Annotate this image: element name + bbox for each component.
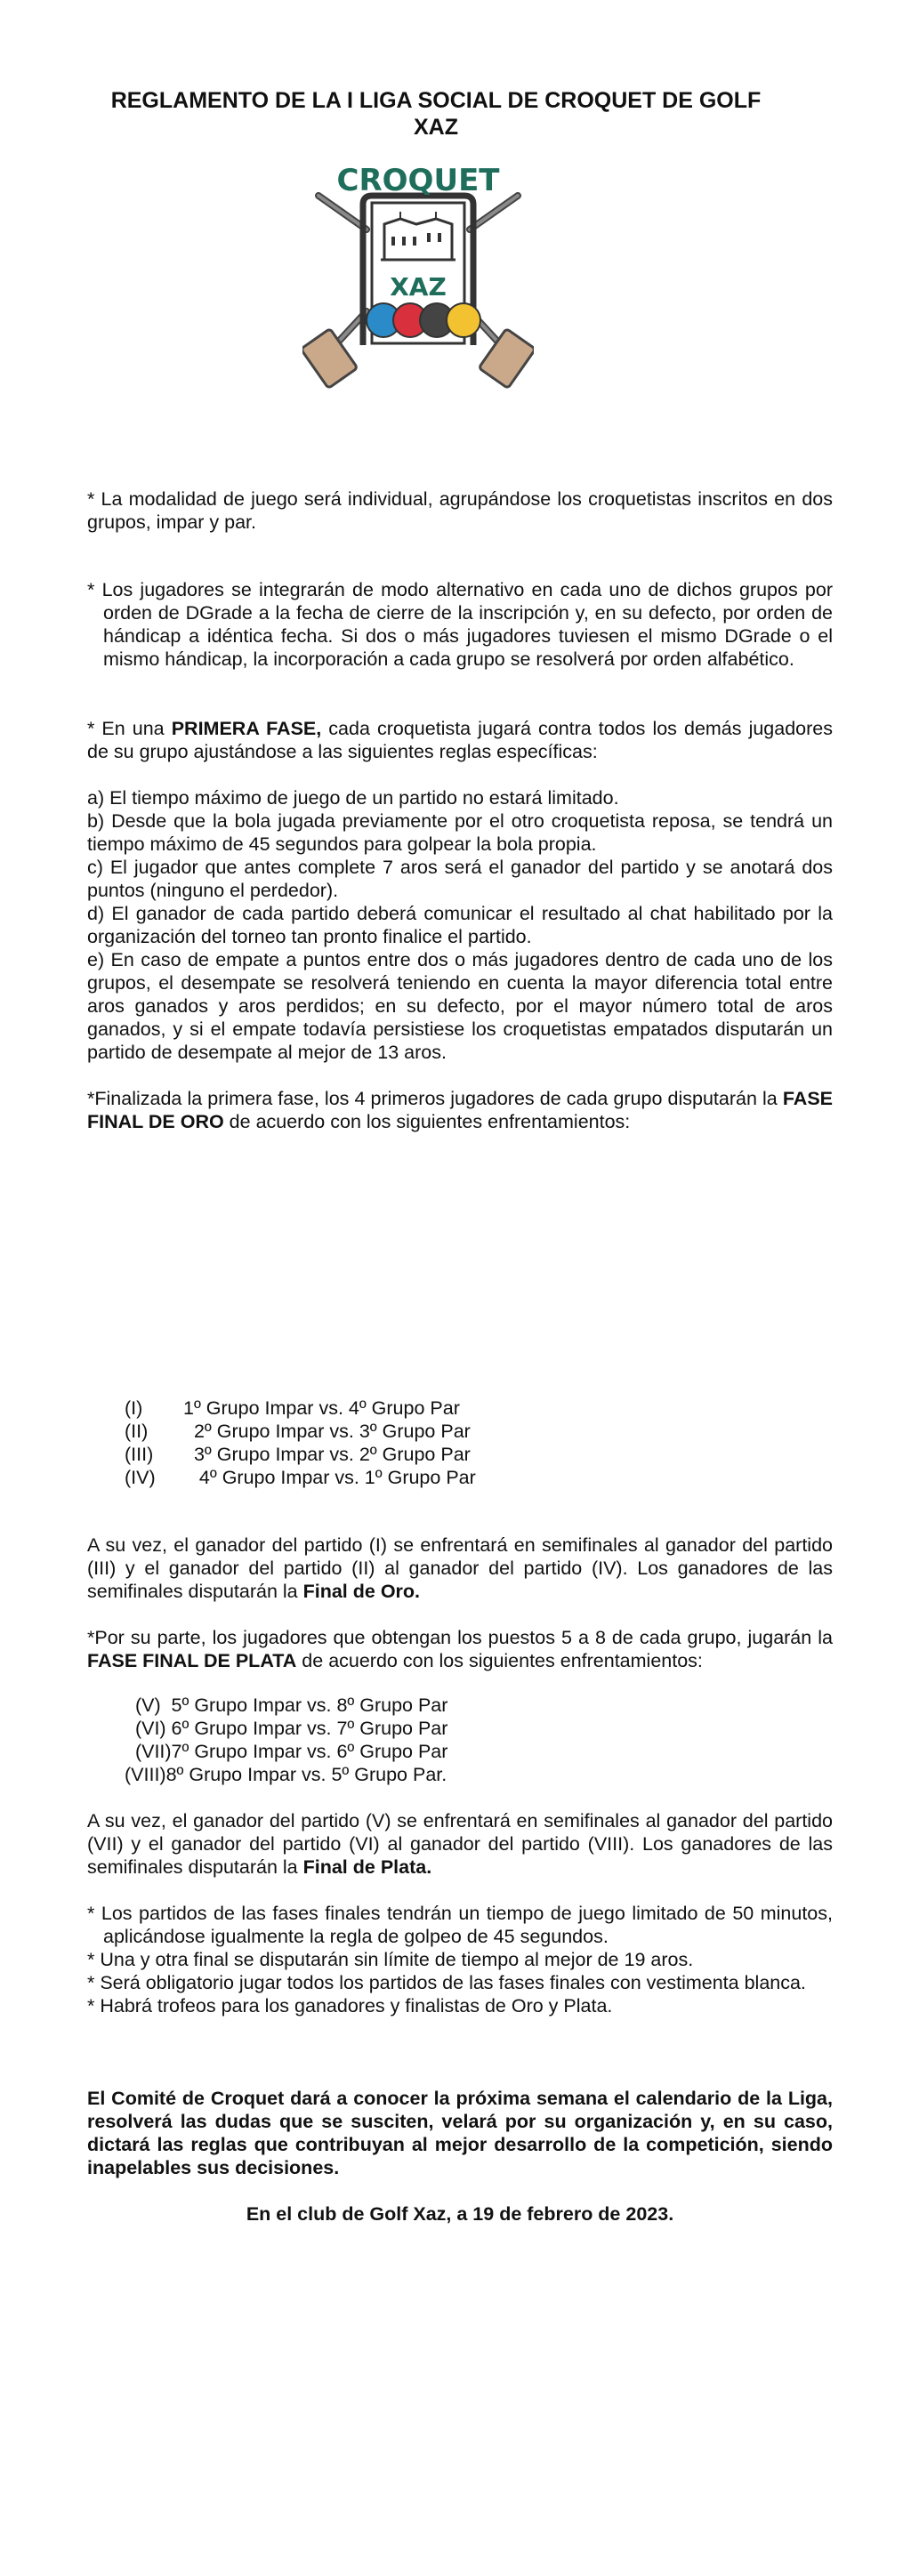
- logo-top-text: CROQUET: [336, 163, 500, 198]
- silver-matches-list: [125, 1694, 447, 1786]
- croquet-xaz-logo: [302, 160, 534, 391]
- logo-bottom-text: XAZ: [390, 272, 447, 302]
- rules-list: [87, 786, 833, 1064]
- paragraph-groups: * Los jugadores se integrarán de modo alternativo en cada uno de dichos grupos por orden de DGrade a la fecha de cierre de la inscripción y, en su defecto, por orden de hándicap a idéntica fecha. Si dos o más jugadores tuviesen el mismo DGrade o el mismo hándicap, la incorporación a cada grupo se resolverá por orden alfabético.: [87, 579, 833, 670]
- document-title: REGLAMENTO DE LA I LIGA SOCIAL DE CROQUET DE GOLF XAZ: [110, 88, 762, 140]
- silver-match-row: (VI) 6º Grupo Impar vs. 7º Grupo Par: [125, 1718, 448, 1739]
- paragraph-modality: * La modalidad de juego será individual, agrupándose los croquetistas inscritos en dos grupos, impar y par.: [87, 488, 833, 533]
- final-note: * Una y otra final se disputarán sin límite de tiempo al mejor de 19 aros.: [87, 1949, 694, 1970]
- rule-c: c) El jugador que antes complete 7 aros será el ganador del partido y se anotará dos puntos (ninguno el perdedor).: [87, 857, 833, 901]
- committee-statement: El Comité de Croquet dará a conocer la próxima semana el calendario de la Liga, resolverá las dudas que se susciten, velará por su organización y, en su caso, dictará las reglas que contribuyan al mejor desarrollo de la competición, siendo inapelables sus decisiones.: [87, 2088, 833, 2178]
- signature-line: En el club de Golf Xaz, a 19 de febrero de 2023.: [246, 2203, 674, 2225]
- paragraph-silver-phase: *Por su parte, los jugadores que obtengan los puestos 5 a 8 de cada grupo, jugarán la FASE FINAL DE PLATA de acuerdo con los siguientes enfrentamientos:: [87, 1627, 833, 1671]
- rule-e: e) En caso de empate a puntos entre dos o más jugadores dentro de cada uno de los grupos, el desempate se resolverá teniendo en cuenta la mayor diferencia total entre aros ganados y aros perdidos; en su defecto, por el mayor número total de aros ganados, y si el empate todavía persistiese los croquetistas empatados disputarán un partido de desempate al mejor de 13 aros.: [87, 949, 833, 1063]
- rule-d: d) El ganador de cada partido deberá comunicar el resultado al chat habilitado por la organización del torneo tan pronto finalice el partido.: [87, 903, 833, 947]
- final-note: * Habrá trofeos para los ganadores y finalistas de Oro y Plata.: [87, 1995, 613, 2017]
- gold-match-row: (IV) 4º Grupo Impar vs. 1º Grupo Par: [125, 1467, 476, 1488]
- rule-a: a) El tiempo máximo de juego de un partido no estará limitado.: [87, 787, 619, 809]
- rule-b: b) Desde que la bola jugada previamente por el otro croquetista reposa, se tendrá un tiempo máximo de 45 segundos para golpear la bola propia.: [87, 810, 833, 855]
- final-note: * Será obligatorio jugar todos los partidos de las fases finales con vestimenta blanca.: [87, 1972, 806, 1993]
- paragraph-first-phase: * En una PRIMERA FASE, cada croquetista jugará contra todos los demás jugadores de su grupo ajustándose a las siguientes reglas específicas:: [87, 718, 833, 762]
- silver-match-row: (VIII)8º Grupo Impar vs. 5º Grupo Par.: [125, 1764, 447, 1785]
- gold-matches-list: [125, 1397, 476, 1489]
- paragraph-gold-phase: *Finalizada la primera fase, los 4 primeros jugadores de cada grupo disputarán la FASE FINAL DE ORO de acuerdo con los siguientes enfrentamientos:: [87, 1088, 833, 1132]
- gold-match-row: (II) 2º Grupo Impar vs. 3º Grupo Par: [125, 1421, 471, 1442]
- paragraph-gold-semifinals: A su vez, el ganador del partido (I) se enfrentará en semifinales al ganador del partido (III) y el ganador del partido (II) al ganador del partido (IV). Los ganadores de las semifinales disputarán la Final de Oro.: [87, 1534, 833, 1602]
- final-note: * Los partidos de las fases finales tendrán un tiempo de juego limitado de 50 minutos, aplicándose igualmente la regla de golpeo de 45 segundos.: [87, 1903, 833, 1947]
- silver-match-row: (VII)7º Grupo Impar vs. 6º Grupo Par: [125, 1741, 448, 1762]
- gold-match-row: (III) 3º Grupo Impar vs. 2º Grupo Par: [125, 1444, 471, 1465]
- gold-match-row: (I) 1º Grupo Impar vs. 4º Grupo Par: [125, 1397, 460, 1419]
- silver-match-row: (V) 5º Grupo Impar vs. 8º Grupo Par: [125, 1695, 448, 1716]
- paragraph-silver-semifinals: A su vez, el ganador del partido (V) se enfrentará en semifinales al ganador del partido (VII) y el ganador del partido (VI) al ganador del partido (VIII). Los ganadores de las semifinales disputarán la Final de Plata.: [87, 1810, 833, 1878]
